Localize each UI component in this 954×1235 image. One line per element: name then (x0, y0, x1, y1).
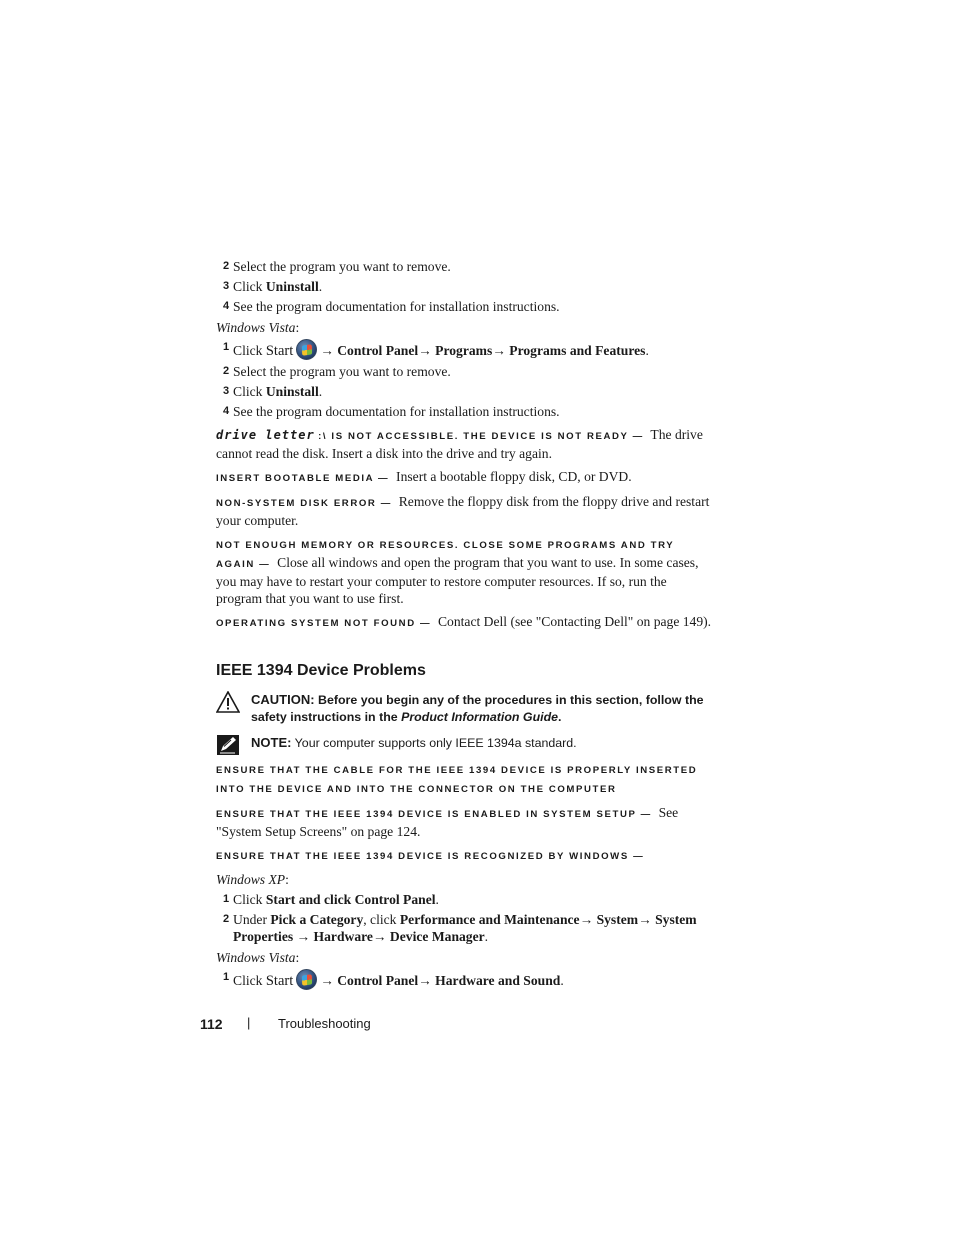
os-label: Windows Vista: (216, 320, 300, 335)
list-item (216, 339, 714, 360)
step-text: Click (233, 973, 266, 988)
caution-box (216, 691, 714, 726)
os-name: Windows XP (216, 872, 286, 887)
ensure-heading: ENSURE THAT THE IEEE 1394 DEVICE IS RECOGNIZED BY WINDOWS — (216, 851, 645, 862)
step-text: Click (233, 384, 266, 399)
caution-label: CAUTION: (251, 692, 315, 707)
note-text: Your computer supports only IEEE 1394a standard. (294, 736, 577, 750)
footer-separator: | (247, 1015, 251, 1030)
os-label: Windows Vista: (216, 950, 300, 965)
start-label: Start (265, 973, 294, 989)
list-item (216, 298, 714, 315)
punct: . (558, 710, 562, 724)
step-text: , click (363, 912, 400, 927)
error-nonsystem (216, 493, 714, 529)
step-number: 1 (223, 341, 230, 353)
ensure-body: See "System Setup Screens" on page 124. (216, 805, 679, 839)
punct: . (318, 279, 323, 294)
step-number: 1 (223, 893, 230, 905)
menu-path: Performance and Maintenance→ System→ System Properties → Hardware→ Device Manager (233, 912, 697, 944)
punct: . (645, 343, 649, 358)
ensure-heading: ENSURE THAT THE IEEE 1394 DEVICE IS ENABLED IN SYSTEM SETUP — (216, 809, 652, 820)
step-number: 2 (223, 913, 230, 925)
os-name: Windows Vista (216, 950, 296, 965)
step-number: 2 (223, 365, 230, 377)
ui-term: Uninstall (265, 279, 319, 294)
step-text: Click (233, 279, 266, 294)
error-body: Close all windows and open the program that you want to use. In some cases, you may have to restart your computer to restore computer resources. If so, run the program that you want to use first. (216, 555, 699, 606)
note-box (216, 734, 714, 752)
note-pencil-icon (216, 734, 240, 756)
list-item (216, 363, 714, 380)
step-number: 4 (223, 300, 230, 312)
error-heading: NON-SYSTEM DISK ERROR — (216, 498, 392, 509)
section-title: IEEE 1394 Device Problems (216, 662, 426, 679)
list-item (216, 278, 714, 295)
error-body: Remove the floppy disk from the floppy drive and restart your computer. (216, 494, 710, 528)
step-text: Click (233, 343, 266, 358)
start-label: Start (265, 343, 294, 359)
page-number: 112 (200, 1016, 223, 1032)
menu-path: → Control Panel→ Hardware and Sound (320, 973, 561, 988)
ensure-recognized (216, 846, 714, 865)
step-text: Select the program you want to remove. (233, 364, 451, 379)
error-body: The drive cannot read the disk. Insert a disk into the drive and try again. (216, 427, 703, 461)
step-number: 1 (223, 971, 230, 983)
step-text: Under (233, 912, 271, 927)
os-name: Windows Vista (216, 320, 296, 335)
ensure-heading: ENSURE THAT THE CABLE FOR THE IEEE 1394 DEVICE IS PROPERLY INSERTED INTO THE DEVICE AND INTO THE CONNECTOR ON THE COMPUTER (216, 765, 698, 795)
step-number: 3 (223, 385, 230, 397)
ui-term: Uninstall (265, 384, 319, 399)
menu-path: → Control Panel→ Programs→ Programs and Features (320, 343, 646, 358)
punct: . (435, 892, 439, 907)
guide-title: Product Information Guide (401, 710, 559, 724)
step-text: See the program documentation for installation instructions. (233, 299, 560, 314)
warning-icon (216, 691, 240, 713)
ui-term: Start and click Control Panel (265, 892, 436, 907)
page-body (216, 258, 714, 993)
punct: . (318, 384, 323, 399)
punct: . (560, 973, 564, 988)
note-label: NOTE: (251, 735, 292, 750)
list-item (216, 258, 714, 275)
os-label: Windows XP: (216, 872, 289, 887)
list-item (216, 891, 714, 908)
error-code: drive letter (216, 428, 315, 442)
error-heading: OPERATING SYSTEM NOT FOUND — (216, 618, 432, 629)
error-insert (216, 468, 714, 487)
list-item (216, 911, 714, 945)
punct: . (484, 929, 489, 944)
step-text: Click (233, 892, 266, 907)
step-number: 2 (223, 260, 230, 272)
list-item (216, 403, 714, 420)
step-number: 4 (223, 405, 230, 417)
windows-start-icon (296, 969, 317, 990)
error-drive (216, 426, 714, 462)
chapter-title: Troubleshooting (278, 1016, 371, 1031)
windows-start-icon (296, 339, 317, 360)
step-number: 3 (223, 280, 230, 292)
step-text: Select the program you want to remove. (233, 259, 451, 274)
list-item (216, 383, 714, 400)
error-heading: NOT ENOUGH MEMORY OR RESOURCES. CLOSE SOME PROGRAMS AND TRY AGAIN — (216, 540, 675, 570)
ensure-cable (216, 760, 714, 798)
ui-term: Pick a Category (270, 912, 364, 927)
step-text: See the program documentation for installation instructions. (233, 404, 560, 419)
error-body: Insert a bootable floppy disk, CD, or DVD. (396, 469, 632, 484)
error-memory (216, 535, 714, 607)
error-heading: INSERT BOOTABLE MEDIA — (216, 473, 390, 484)
list-item (216, 969, 714, 990)
error-os (216, 613, 714, 632)
error-body: Contact Dell (see "Contacting Dell" on page 149). (437, 614, 712, 629)
error-heading: :\ IS NOT ACCESSIBLE. THE DEVICE IS NOT READY — (318, 431, 644, 442)
ensure-enabled (216, 804, 714, 840)
caution-text: Before you begin any of the procedures in this section, follow the safety instructions in the (251, 693, 704, 724)
